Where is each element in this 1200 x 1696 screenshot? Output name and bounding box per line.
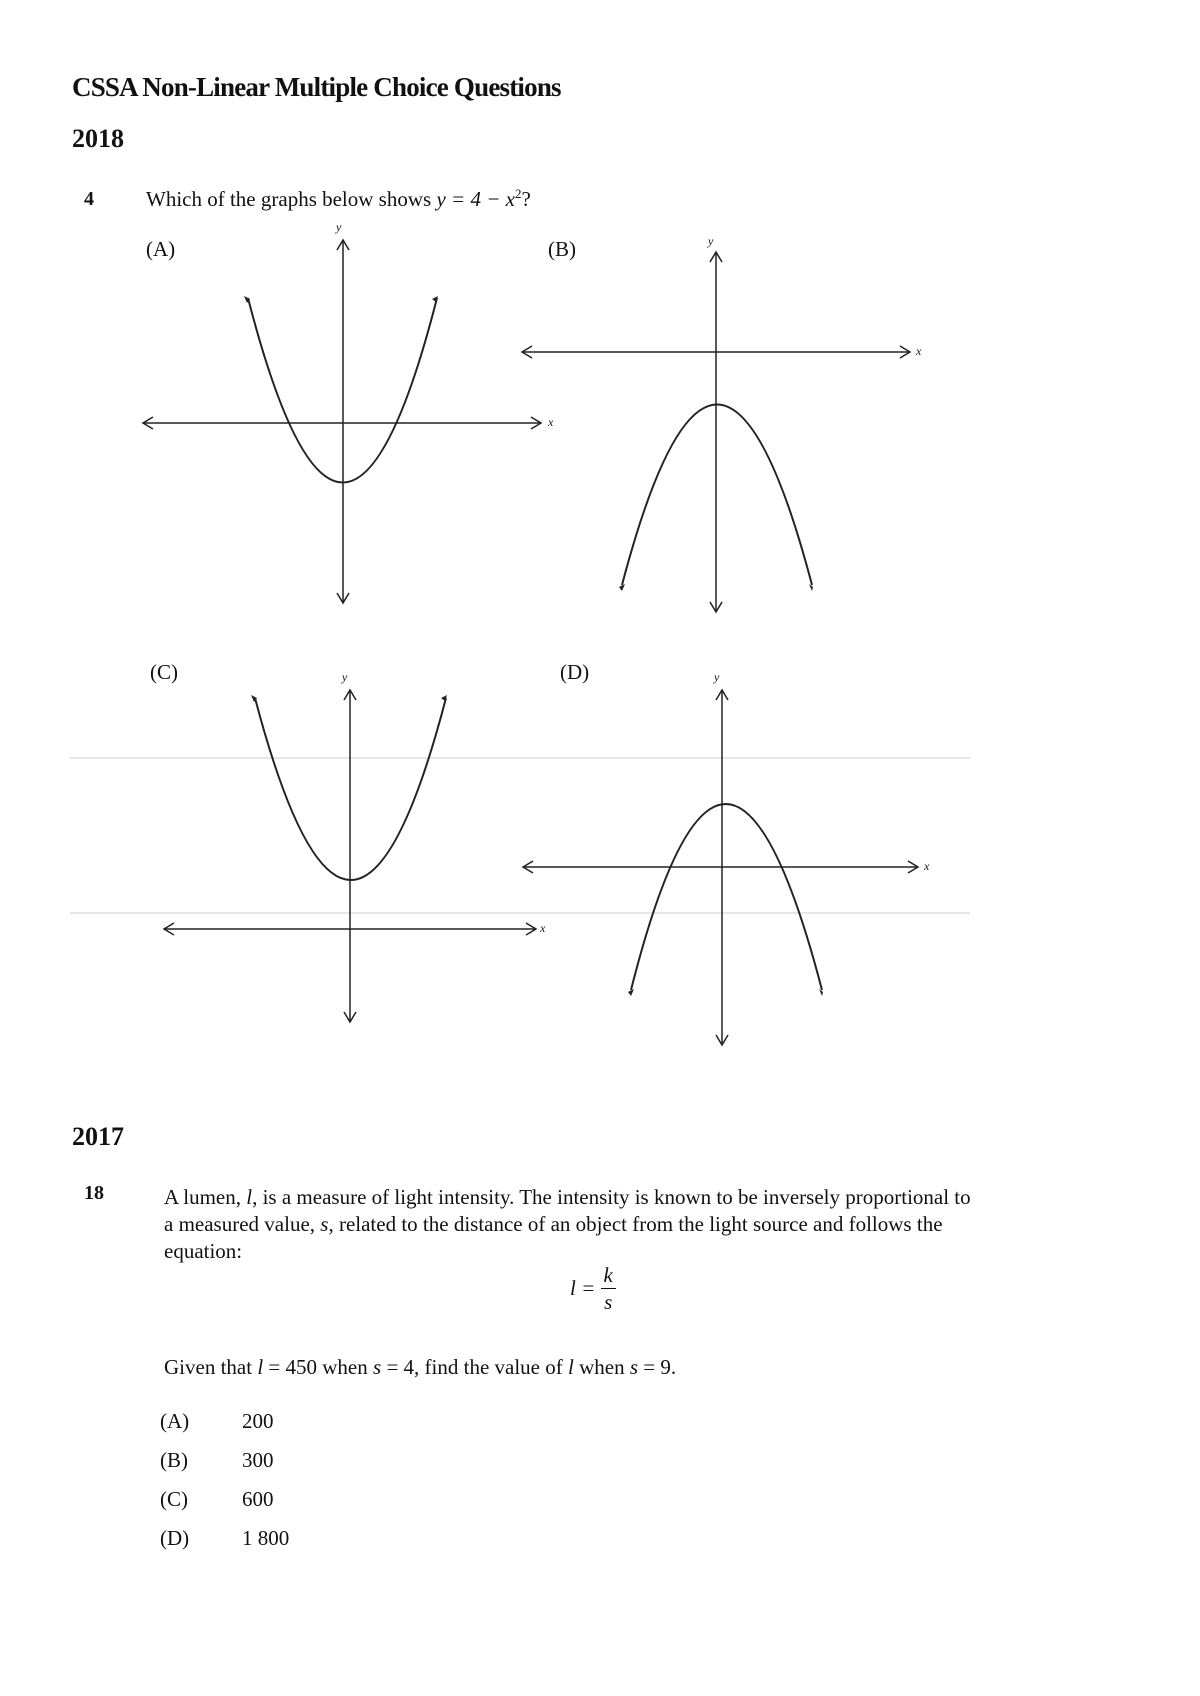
variable-s: s [629,1355,639,1379]
variable-l: l [246,1185,253,1209]
parabola-d [631,804,822,990]
option-b[interactable] [160,1447,274,1474]
axis-label-x: x [540,921,546,935]
fraction-numerator: k [601,1262,616,1289]
graph-label-a: (A) [146,237,176,261]
variable-l: l [567,1355,574,1379]
axis-label-y: y [336,220,342,234]
given-text: = 450 when [263,1355,373,1379]
option-value: 1 800 [242,1526,290,1550]
prompt-equation: y = 4 − x [436,187,515,211]
option-label: (C) [160,1487,188,1511]
given-text: Given that [164,1355,258,1379]
option-label: (D) [160,1526,190,1550]
axis-label-y: y [342,670,348,684]
stem-text: , related to the distance of an object from the light source and follows the equation: [164,1212,943,1263]
axis-label-x: x [548,415,554,429]
variable-l: l [257,1355,264,1379]
option-d[interactable] [160,1525,289,1552]
equation-lhs: l = [570,1276,596,1300]
given-text: when [573,1355,630,1379]
year-heading-2017: 2017 [72,1122,124,1151]
prompt-suffix: ? [521,187,531,211]
equation [570,1262,616,1315]
graph-label-b: (B) [548,237,576,261]
equation-fraction [601,1262,616,1315]
option-a[interactable] [160,1408,274,1435]
option-value: 300 [242,1448,274,1472]
option-value: 200 [242,1409,274,1433]
graph-label-c: (C) [150,660,178,684]
question-number: 18 [84,1182,104,1204]
variable-s: s [373,1355,382,1379]
axis-label-y: y [708,234,714,248]
prompt-prefix: Which of the graphs below shows [146,187,437,211]
given-statement [164,1354,676,1381]
question-number: 4 [84,188,94,210]
given-text: = 4, find the value of [381,1355,568,1379]
axis-label-x: x [916,344,922,358]
question-stem [164,1184,984,1265]
option-label: (A) [160,1409,190,1433]
axis-label-y: y [714,670,720,684]
stem-text: , is a measure of light intensity. The intensity is known to be inversely proportional to a measured value, [164,1185,971,1236]
option-label: (B) [160,1448,188,1472]
stem-text: A lumen, [164,1185,247,1209]
axis-label-x: x [924,859,930,873]
fraction-denominator: s [604,1290,613,1314]
given-text: = 9. [638,1355,677,1379]
graph-label-d: (D) [560,660,590,684]
variable-s: s [320,1212,329,1236]
option-c[interactable] [160,1486,274,1513]
option-value: 600 [242,1487,274,1511]
year-heading-2018: 2018 [72,124,124,153]
page-title: CSSA Non-Linear Multiple Choice Questions [72,72,561,102]
prompt-exponent: 2 [514,186,522,201]
